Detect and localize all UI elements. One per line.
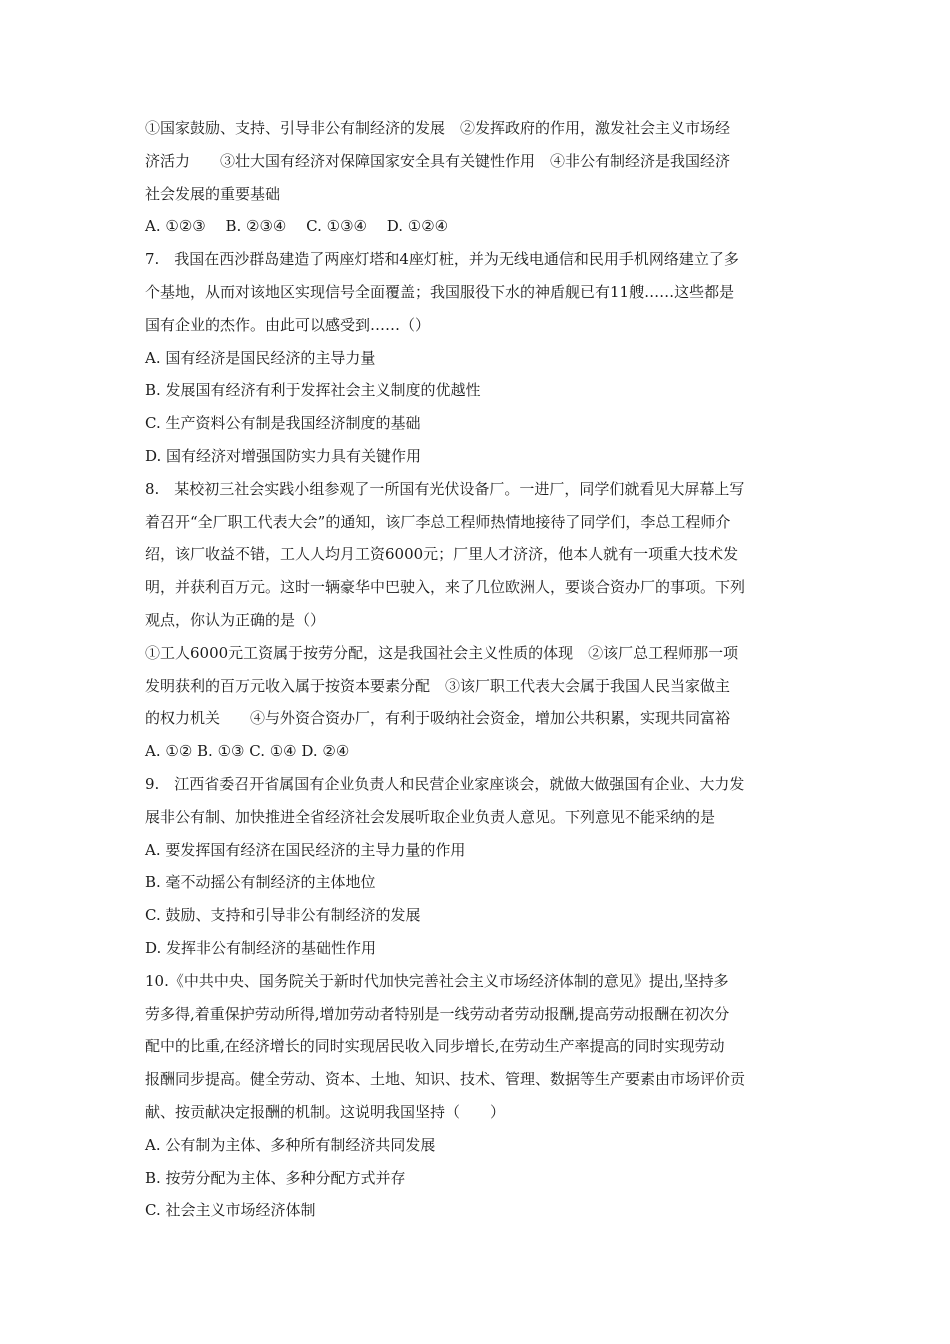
question-7: 7. 我国在西沙群岛建造了两座灯塔和4座灯桩，并为无线电通信和民用手机网络建立了多 (145, 250, 739, 269)
question-9: 9. 江西省委召开省属国有企业负责人和民营企业家座谈会，就做大做强国有企业、大力发 (145, 774, 745, 793)
text-line: 献、按贡献决定报酬的机制。这说明我国坚持（ ） (145, 1102, 506, 1121)
text-line: 个基地，从而对该地区实现信号全面覆盖；我国服役下水的神盾舰已有11艘……这些都是 (145, 282, 735, 301)
text-line: 绍，该厂收益不错，工人人均月工资6000元；厂里人才济济，他本人就有一项重大技术发 (145, 545, 739, 564)
text-line: ①工人6000元工资属于按劳分配，这是我国社会主义性质的体现 ②该厂总工程师那一项 (145, 643, 739, 662)
answer-options: A. ①② B. ①③ C. ①④ D. ②④ (145, 742, 350, 761)
text-line: 观点，你认为正确的是（） (145, 610, 326, 629)
text-line: 的权力机关 ④与外资合资办厂，有利于吸纳社会资金，增加公共积累，实现共同富裕 (145, 709, 731, 728)
option-a: A. 公有制为主体、多种所有制经济共同发展 (145, 1135, 436, 1154)
text-line: 发明获利的百万元收入属于按资本要素分配 ③该厂职工代表大会属于我国人民当家做主 (145, 676, 731, 695)
option-d: D. 发挥非公有制经济的基础性作用 (145, 938, 377, 957)
option-c: C. 社会主义市场经济体制 (145, 1201, 316, 1220)
text-line: 济活力 ③壮大国有经济对保障国家安全具有关键性作用 ④非公有制经济是我国经济 (145, 151, 731, 170)
option-b: B. 毫不动摇公有制经济的主体地位 (145, 873, 376, 892)
answer-options: A. ①②③ B. ②③④ C. ①③④ D. ①②④ (145, 217, 449, 236)
option-a: A. 要发挥国有经济在国民经济的主导力量的作用 (145, 840, 466, 859)
text-line: 展非公有制、加快推进全省经济社会发展听取企业负责人意见。下列意见不能采纳的是 (145, 807, 716, 826)
question-10: 10.《中共中央、国务院关于新时代加快完善社会主义市场经济体制的意见》提出,坚持多 (145, 971, 729, 990)
text-line: 配中的比重,在经济增长的同时实现居民收入同步增长,在劳动生产率提高的同时实现劳动 (145, 1037, 725, 1056)
option-c: C. 生产资料公有制是我国经济制度的基础 (145, 414, 421, 433)
option-d: D. 国有经济对增强国防实力具有关键作用 (145, 446, 422, 465)
option-a: A. 国有经济是国民经济的主导力量 (145, 348, 376, 367)
question-8: 8. 某校初三社会实践小组参观了一所国有光伏设备厂。一进厂，同学们就看见大屏幕上写 (145, 479, 745, 498)
option-c: C. 鼓励、支持和引导非公有制经济的发展 (145, 906, 421, 925)
text-line: 报酬同步提高。健全劳动、资本、土地、知识、技术、管理、数据等生产要素由市场评价贡 (145, 1070, 746, 1089)
option-b: B. 按劳分配为主体、多种分配方式并存 (145, 1168, 406, 1187)
text-line: 明，并获利百万元。这时一辆豪华中巴驶入，来了几位欧洲人，要谈合资办厂的事项。下列 (145, 578, 746, 597)
text-line: 社会发展的重要基础 (145, 184, 281, 203)
text-line: 国有企业的杰作。由此可以感受到……（） (145, 315, 431, 334)
text-line: 劳多得,着重保护劳动所得,增加劳动者特别是一线劳动者劳动报酬,提高劳动报酬在初次分 (145, 1004, 730, 1023)
text-line: ①国家鼓励、支持、引导非公有制经济的发展 ②发挥政府的作用，激发社会主义市场经 (145, 119, 731, 137)
option-b: B. 发展国有经济有利于发挥社会主义制度的优越性 (145, 381, 481, 400)
document-body (145, 112, 815, 1227)
text-line: 着召开“全厂职工代表大会”的通知，该厂李总工程师热情地接待了同学们，李总工程师介 (145, 512, 731, 531)
